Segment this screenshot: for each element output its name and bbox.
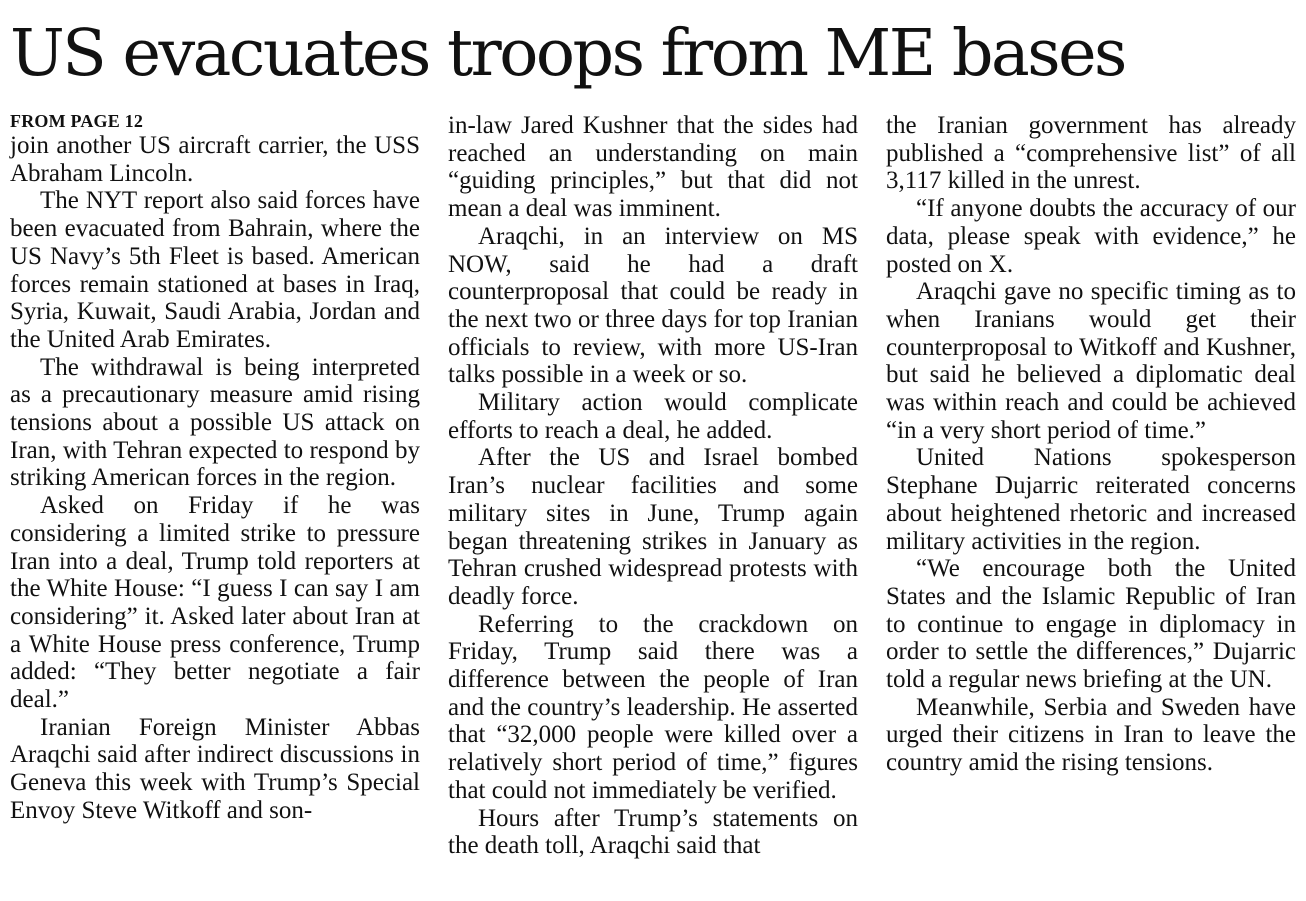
paragraph: United Nations spokesperson Stephane Dujarric reiterated concerns about heightened rhetoric and increased military activities in the region.	[886, 444, 1296, 555]
paragraph: the Iranian government has already published a “comprehensive list” of all 3,117 killed in the unrest.	[886, 112, 1296, 195]
paragraph: Hours after Trump’s statements on the death toll, Araqchi said that	[448, 804, 858, 860]
paragraph: Araqchi, in an interview on MS NOW, said he had a draft counterproposal that could be ready in the next two or three days for top Iranian officials to review, with more US-Iran talks possible in a week or so.	[448, 222, 858, 389]
paragraph: join another US aircraft carrier, the USS Abraham Lincoln.	[10, 132, 420, 187]
paragraph: Asked on Friday if he was considering a limited strike to pressure Iran into a deal, Trump told reporters at the White House: “I guess I can say I am considering” it. Asked later about Iran at a White House press conference, Trump added: “They better negotiate a fair deal.”	[10, 492, 420, 714]
paragraph: Referring to the crackdown on Friday, Trump said there was a difference between the people of Iran and the country’s leadership. He asserted that “32,000 people were killed over a relatively short period of time,” figures that could not immediately be verified.	[448, 610, 858, 804]
paragraph: The NYT report also said forces have been evacuated from Bahrain, where the US Navy’s 5th Fleet is based. American forces remain stationed at bases in Iraq, Syria, Kuwait, Saudi Arabia, Jordan and the United Arab Emirates.	[10, 187, 420, 353]
paragraph: Meanwhile, Serbia and Sweden have urged their citizens in Iran to leave the country amid the rising tensions.	[886, 693, 1296, 777]
paragraph: in-law Jared Kushner that the sides had reached an understanding on main “guiding principles,” but that did not mean a deal was imminent.	[448, 112, 858, 223]
article-column-1	[10, 110, 420, 825]
paragraph: Iranian Foreign Minister Abbas Araqchi said after indirect discussions in Geneva this week with Trump’s Special Envoy Steve Witkoff and son-	[10, 713, 420, 824]
paragraph: After the US and Israel bombed Iran’s nuclear facilities and some military sites in June, Trump again began threatening strikes in January as Tehran crushed widespread protests with deadly force.	[448, 444, 858, 610]
paragraph: Military action would complicate efforts to reach a deal, he added.	[448, 389, 858, 444]
paragraph: “If anyone doubts the accuracy of our data, please speak with evidence,” he posted on X.	[886, 195, 1296, 278]
paragraph: The withdrawal is being interpreted as a precautionary measure amid rising tensions about a possible US attack on Iran, with Tehran expected to respond by striking American forces in the region.	[10, 353, 420, 492]
article-column-3	[886, 112, 1296, 777]
article-column-2	[448, 112, 858, 860]
continued-from-kicker: FROM PAGE 12	[10, 111, 144, 131]
paragraph: “We encourage both the United States and the Islamic Republic of Iran to continue to engage in diplomacy in order to settle the differences,” Dujarric told a regular news briefing at the UN.	[886, 555, 1296, 694]
paragraph: Araqchi gave no specific timing as to when Iranians would get their counterproposal to Witkoff and Kushner, but said he believed a diplomatic deal was within reach and could be achieved “in a very short period of time.”	[886, 278, 1296, 444]
headline: US evacuates troops from ME bases	[10, 16, 1125, 91]
